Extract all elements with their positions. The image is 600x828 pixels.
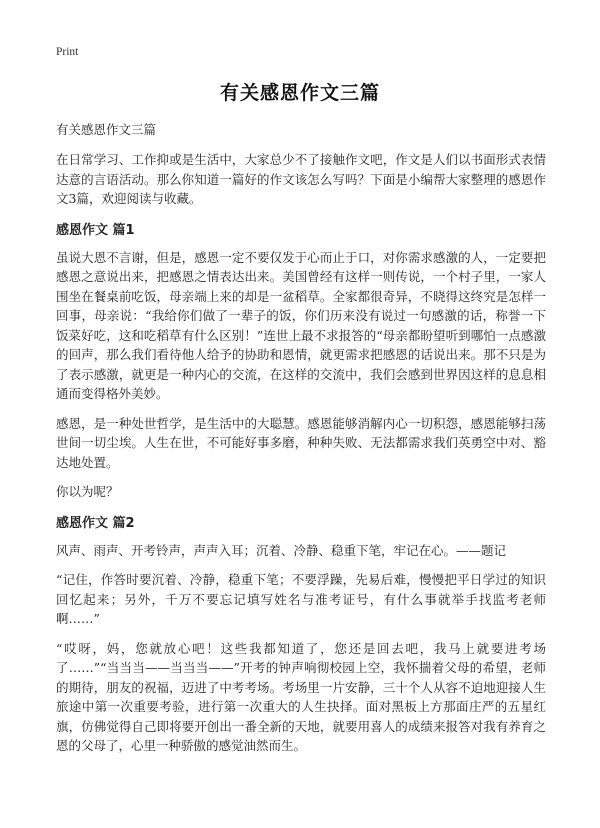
section-heading: 感恩作文 篇1 xyxy=(56,222,135,238)
document-subtitle: 有关感恩作文三篇 xyxy=(56,122,157,137)
paragraph: 虽说大恩不言谢，但是，感恩一定不要仅发于心而止于口，对你需求感激的人，一定要把感恩之意说出来，把感恩之情表达出来。美国曾经有这样一则传说，一个村子里，一家人围坐在餐桌前吃饭，母亲端上来的却是一盆稻草。全家都很奇异，不晓得这终究是怎样一回事，母亲说：“我给你们做了一辈子的饭，你们历来没有说过一句感激的话，称誉一下饭菜好吃，这和吃稻草有什么区别！”连世上最不求报答的“母亲都盼望听到哪怕一点感激的回声，那么我们看待他人给予的协助和恩情，就更需求把感恩的话说出来。那不只是为了表示感激，就更是一种内心的交流，在这样的交流中，我们会感到世界因这样的息息相通而变得格外美妙。 xyxy=(56,249,546,401)
document-body xyxy=(56,120,546,766)
paragraph: 你以为呢？ xyxy=(56,484,119,499)
section-heading: 感恩作文 篇2 xyxy=(56,515,135,531)
print-label: Print xyxy=(56,46,79,58)
paragraph: 风声、雨声、开考铃声，声声入耳；沉着、冷静、稳重下笔，牢记在心。——题记 xyxy=(56,542,507,558)
paragraph: “记住，作答时要沉着、冷静，稳重下笔；不要浮躁，先易后难，慢慢把平日学过的知识回忆起来；另外，千万不要忘记填写姓名与准考证号，有什么事就举手找监考老师啊……” xyxy=(56,572,546,626)
intro-paragraph: 在日常学习、工作抑或是生活中，大家总少不了接触作文吧，作文是人们以书面形式表情达意的言语活动。那么你知道一篇好的作文该怎么写吗？下面是小编帮大家整理的感恩作文3篇，欢迎阅读与收藏。 xyxy=(56,152,546,206)
page-title: 有关感恩作文三篇 xyxy=(219,82,380,104)
paragraph: “哎呀，妈，您就放心吧！这些我都知道了，您还是回去吧，我马上就要进考场了……”“当当当——当当当——”开考的钟声响彻校园上空，我怀揣着父母的希望，老师的期待，朋友的祝福，迈进了中考考场。考场里一片安静，三十个人从容不迫地迎接人生旅途中第一次重要考验，进行第一次重大的人生抉择。面对黑板上方那面庄严的五星红旗，仿佛觉得自己即将要开创出一番全新的天地，就要用喜人的成绩来报答对我有养育之恩的父母了，心里一种骄傲的感觉油然而生。 xyxy=(56,640,546,753)
paragraph: 感恩，是一种处世哲学，是生活中的大聪慧。感恩能够消解内心一切积怨，感恩能够扫荡世间一切尘埃。人生在世，不可能好事多磨，种种失败、无法都需求我们英勇空中对、豁达地处置。 xyxy=(56,415,546,470)
